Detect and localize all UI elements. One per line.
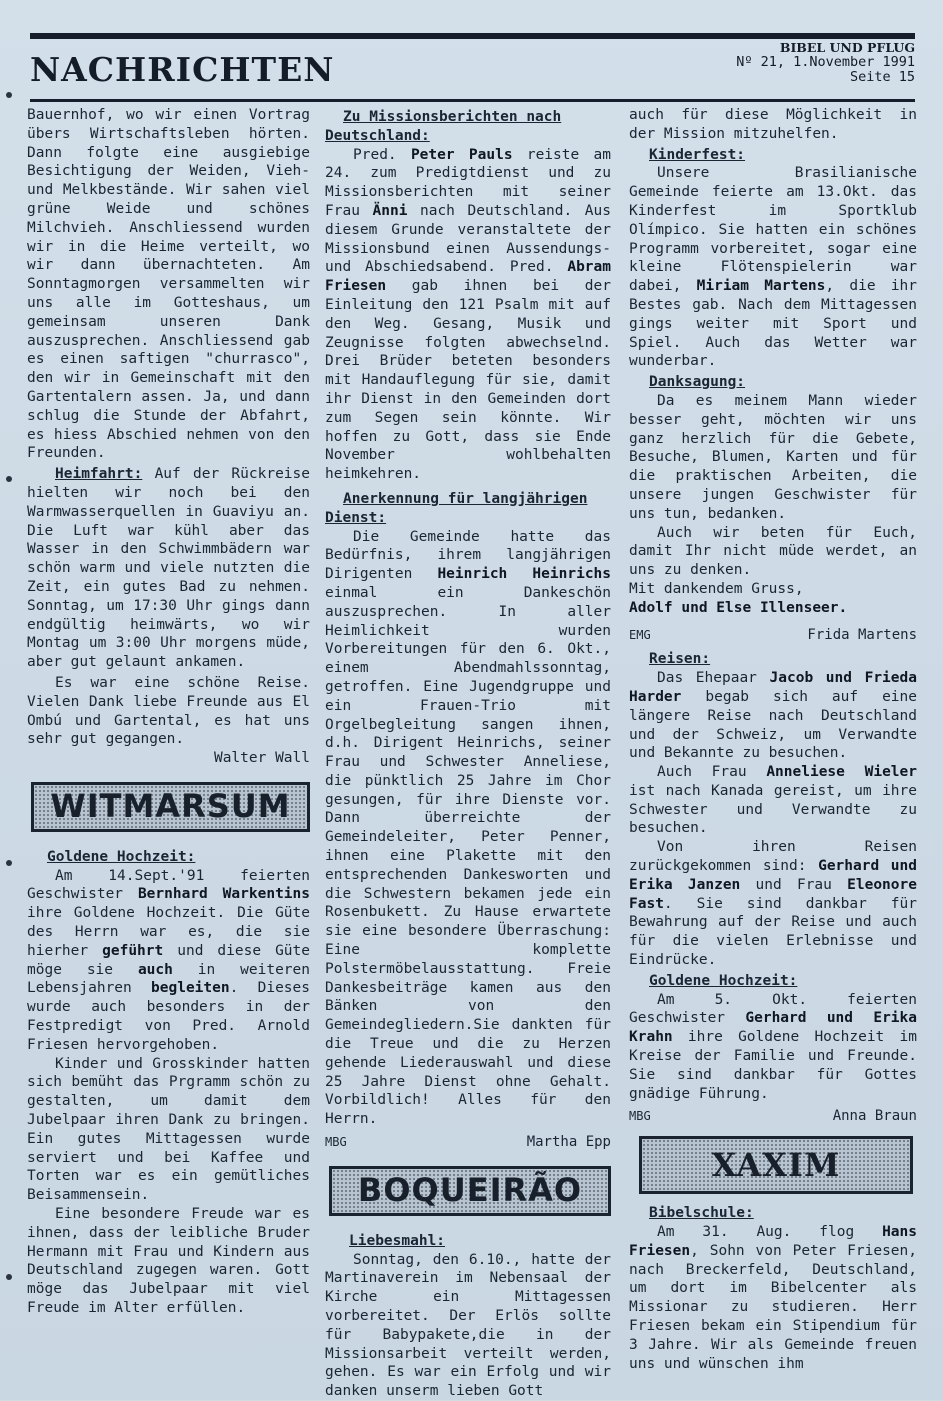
- section-heading: Kinderfest:: [649, 146, 746, 163]
- name: Gerhard und Erika Krahn: [629, 1010, 917, 1046]
- paragraph: Pred. Peter Pauls reiste am 24. zum Predigtdienst und zu Missionsberichten mit seiner Frau Änni nach Deutschland. Aus diesem Grunde veranstaltete der Missionsbund einen Aussendungs- und Abschiedsabend. Pred. Abram Friesen gab ihnen bei der Einleitung den 121 Psalm mit auf den Weg. Gesang, Musik und Zeugnisse folgten abwechselnd. Drei Brüder beteten besonders mit Handauflegung für sie, damit ihr Dienst in den Gemeinden dort zum Segen sein könnte. Wir hoffen zu Gott, dass sie Ende November wohlbehalten heimkehren.: [325, 146, 611, 483]
- paragraph: auch für diese Möglichkeit in der Mission mitzuhelfen.: [629, 107, 917, 142]
- column-2: [325, 106, 611, 1401]
- paragraph: Die Gemeinde hatte das Bedürfnis, ihrem langjährigen Dirigenten Heinrich Heinrichs einmal ein Dankeschön auszusprechen. In aller Heimlichkeit wurden Vorbereitungen für den 6. Okt., einem Abendmahlssonntag, getroffen. Eine Jugendgruppe und ein Frauen-Trio mit Orgelbegleitung sangen ihnen, d.h. Dirigent Heinrichs, seiner Frau und Schwester Anneliese, die pünktlich 25 Jahre im Chor gesungen, für ihre Dienste vor. Dann überreichte der Gemeindeleiter, Peter Penner, ihnen eine Plakette mit den entsprechenden Dankesworten und die Schwestern bekamen jede ein Rosenbukett. Zu Hause erwartete sie eine besondere Überraschung: Eine komplette Polstermöbelausstattung. Freie Dankesbeiträge kamen aus den Bänken von den Gemeindegliedern.Sie dankten für die Treue und die zu Herzen gehende Liederauswahl und diese 25 Jahre Dienst ohne Gehalt. Vorbildlich! Alles für den Herrn.: [325, 528, 612, 1128]
- signature: Martha Epp: [526, 1134, 611, 1151]
- name: Peter Pauls: [410, 146, 513, 163]
- paragraph: Mit dankendem Gruss,: [629, 580, 804, 597]
- paragraph: Es war eine schöne Reise. Vielen Dank liebe Freunde aus El Ombú und Gartental, es hat uns sehr gut gegangen.: [27, 674, 310, 748]
- section-banner-witmarsum: WITMARSUM: [31, 782, 310, 832]
- paragraph: [629, 599, 917, 618]
- paragraph: [27, 463, 310, 672]
- issue-date: Nº 21, 1.November 1991: [736, 54, 915, 70]
- section-heading: Goldene Hochzeit:: [649, 972, 798, 989]
- column-1: [27, 106, 310, 1318]
- signature: Anna Braun: [832, 1108, 917, 1125]
- signature: Frida Martens: [807, 626, 917, 643]
- paragraph: Kinder und Grosskinder hatten sich bemüht das Prgramm schön zu gestalten, um damit dem Jubelpaar ihren Dank zu bringen. Ein gutes Mittagessen wurde serviert und bei Kaffee und Torten war es ein gemütliches Beisammensein.: [27, 1055, 310, 1204]
- paragraph: Das Ehepaar Jacob und Frieda Harder begab sich auf eine längere Reise nach Deutschland und der Schweiz, um Verwandte und Bekannte zu besuchen.: [629, 670, 917, 762]
- church-abbrev: MBG: [325, 1135, 347, 1150]
- name: Hans Friesen: [629, 1224, 917, 1259]
- paragraph: Da es meinem Mann wieder besser geht, möchten wir uns ganz herzlich für die Gebete, Besuche, Blumen, Karten und für die praktischen Arbeiten, die unsere jungen Geschwister für uns tun, bedanken.: [629, 392, 917, 522]
- punch-hole: [6, 1274, 12, 1280]
- paragraph: Am 31. Aug. flog Hans Friesen, Sohn von Peter Friesen, nach Breckerfeld, Deutschland, um dort im Bibelcenter als Missionar zu studieren. Herr Friesen bekam ein Stipendium für 3 Jahre. Wir als Gemeinde freuen uns und wünschen ihm: [629, 1224, 917, 1372]
- section-banner-xaxim: XAXIM: [639, 1136, 913, 1194]
- name: Bernhard Warkentins: [137, 886, 310, 903]
- signature: Walter Wall: [213, 750, 310, 767]
- section-heading: Danksagung:: [649, 374, 746, 391]
- section-heading: Bibelschule:: [649, 1205, 754, 1222]
- church-abbrev: EMG: [629, 627, 651, 642]
- signature-row: [629, 1107, 917, 1126]
- section-heading: Zu Missionsberichten nach Deutschland:: [325, 109, 562, 144]
- paragraph: Am 5. Okt. feierten Geschwister Gerhard und Erika Krahn ihre Goldene Hochzeit im Kreise der Familie und Freunde. Sie sind dankbar für Gottes gnädige Führung.: [629, 991, 917, 1102]
- section-banner-boqueirao: BOQUEIRÃO: [329, 1166, 611, 1216]
- punch-hole: [6, 92, 12, 98]
- section-heading: Liebesmahl:: [349, 1232, 446, 1249]
- section-heading: Goldene Hochzeit:: [47, 848, 196, 865]
- paragraph: Eine besondere Freude war es ihnen, dass der leibliche Bruder Hermann mit Frau und Kindern aus Deutschland zugegen waren. Gott möge das Jubelpaar mit viel Freude im Alter erfüllen.: [27, 1206, 310, 1317]
- name: Anneliese Wieler: [766, 764, 917, 781]
- top-rule: [30, 33, 915, 39]
- church-abbrev: MBG: [629, 1109, 651, 1124]
- name: Heinrich Heinrichs: [437, 566, 612, 583]
- paragraph: Bauernhof, wo wir einen Vortrag übers Wirtschaftsleben hörten. Dann folgte eine ausgiebige Besichtigung der Weiden, Vieh- und Melkbestände. Wir sahen viel grüne Weide und schönes Milchvieh. Anschliessend wurden wir in die Heime verteilt, wo wir dann übernachteten. Am Sonntagmorgen versammelten wir uns alle im Gotteshaus, um gemeinsam unseren Dank auszusprechen. Anschliessend gab es einen saftigen "churrasco", den wir in Gemeinschaft mit den Gartentalern assen. Ja, und dann schlug die Stunde der Abfahrt, es hiess Abschied nehmen von den Freunden.: [27, 107, 310, 462]
- signature-row: [629, 626, 917, 645]
- publication-name: BIBEL UND PFLUG: [779, 40, 915, 55]
- paragraph-text: Auf der Rückreise hielten wir noch bei den Warmwasserquellen in Guaviyu an. Die Luft war kühl aber das Wasser in den Schwimmbädern war schön warm und viele nutzten die Zeit, ein gutes Bad zu nehmen. Sonntag, um 17:30 Uhr gings dann endgültig heimwärts, wo wir Montag um 3:00 Uhr morgens müde, aber gut gelaunt ankamen.: [27, 466, 310, 671]
- section-heading: Heimfahrt:: [55, 466, 143, 483]
- punch-hole: [6, 860, 12, 866]
- paragraph: Auch wir beten für Euch, damit Ihr nicht müde werdet, an uns zu denken.: [629, 524, 917, 579]
- signature-row: [325, 1133, 611, 1152]
- punch-hole: [6, 476, 12, 482]
- column-3: [629, 106, 917, 1373]
- paragraph: Sonntag, den 6.10., hatte der Martinaverein im Nebensaal der Kirche ein Mittagessen vorbereitet. Der Erlös sollte für Babypakete,die in der Missionsarbeit verteilt werden, gehen. Es war ein Erfolg und wir danken unserm lieben Gott: [325, 1251, 611, 1400]
- section-heading: Anerkennung für langjährigen Dienst:: [325, 490, 588, 526]
- section-heading: Reisen:: [649, 651, 711, 668]
- paragraph: Am 14.Sept.'91 feierten Geschwister Bernhard Warkentins ihre Goldene Hochzeit. Die Güte des Herrn war es, die sie hierher geführt und diese Güte möge sie auch in weiteren Lebensjahren begleiten. Dieses wurde auch besonders in der Festpredigt von Pred. Arnold Friesen hervorgehoben.: [27, 867, 311, 1053]
- page-number: Seite 15: [849, 69, 915, 85]
- name: Gerhard und Erika Janzen: [629, 858, 918, 893]
- masthead: [736, 40, 915, 85]
- name: Jacob und Frieda Harder: [629, 670, 917, 705]
- name: Miriam Martens: [696, 278, 826, 295]
- paragraph: Von ihren Reisen zurückgekommen sind: Gerhard und Erika Janzen und Frau Eleonore Fast. Sie sind dankbar für Bewahrung auf der Reise und auch für die vielen Erlebnisse und Eindrücke.: [629, 839, 918, 969]
- header-rule: [30, 99, 915, 102]
- paragraph: Auch Frau Anneliese Wieler ist nach Kanada gereist, um ihre Schwester und Verwandte zu besuchen.: [629, 764, 917, 837]
- paragraph: Unsere Brasilianische Gemeinde feierte am 13.Okt. das Kinderfest im Sportklub Olímpico. Sie hatten ein schönes Programm vorbereitet, sogar eine kleine Flötenspielerin war dabei, Miriam Martens, die ihr Bestes gab. Nach dem Mittagessen gings weiter mit Sport und Spiel. Auch das Wetter war wunderbar.: [629, 165, 918, 370]
- name: Adolf und Else Illenseer.: [629, 599, 848, 616]
- page-title: NACHRICHTEN: [30, 50, 335, 89]
